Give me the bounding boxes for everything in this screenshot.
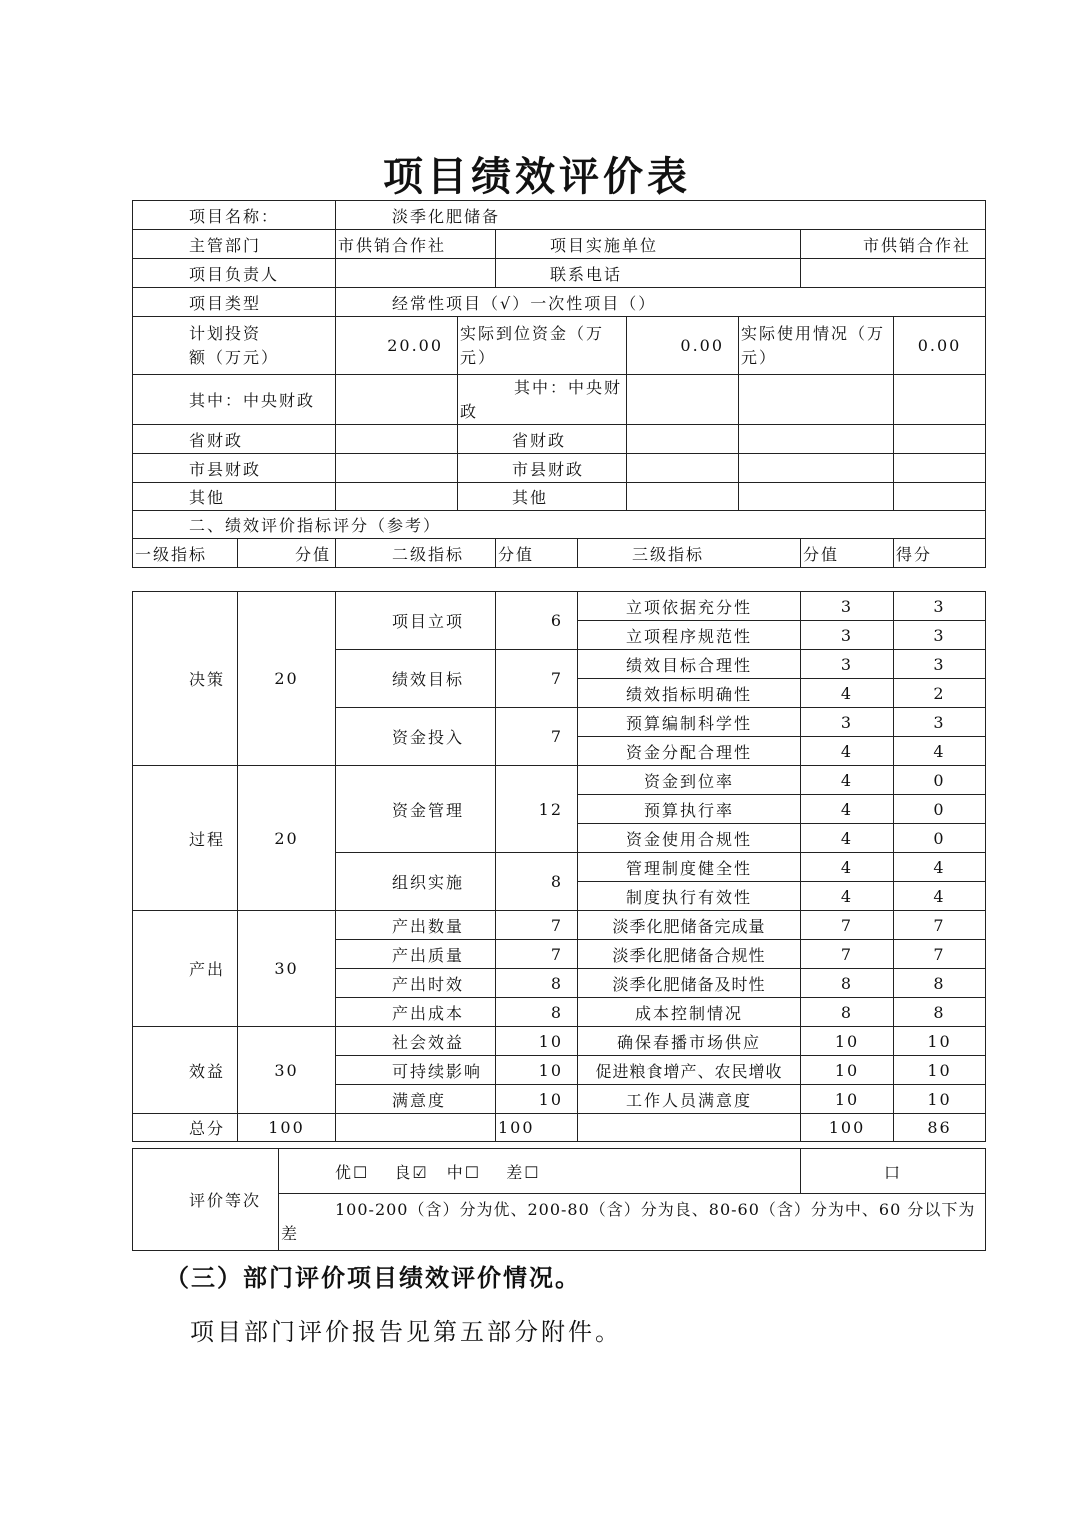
province-label: 省财政 [133, 425, 336, 454]
total-label: 总分 [133, 1114, 238, 1142]
type-label: 项目类型 [133, 288, 336, 317]
other-label-2: 其他 [458, 483, 627, 511]
level3-got: 3 [894, 650, 986, 679]
level2-name: 满意度 [336, 1085, 496, 1114]
header-level1: 一级指标 [133, 539, 238, 568]
level2-name: 产出数量 [336, 911, 496, 940]
level3-score: 8 [801, 998, 894, 1027]
level2-name: 产出成本 [336, 998, 496, 1027]
level3-got: 4 [894, 882, 986, 911]
leader-label: 项目负责人 [133, 259, 336, 288]
section-3-heading: （三）部门评价项目绩效评价情况。 [165, 1263, 581, 1292]
level3-name: 管理制度健全性 [578, 853, 801, 882]
grade-table [132, 1148, 986, 1251]
level3-name: 成本控制情况 [578, 998, 801, 1027]
table-row [133, 1027, 986, 1056]
level3-got: 3 [894, 708, 986, 737]
level2-score: 12 [496, 766, 578, 853]
level3-name: 绩效指标明确性 [578, 679, 801, 708]
level2-score: 8 [496, 853, 578, 911]
used-value: 0.00 [894, 317, 986, 375]
level2-name: 产出质量 [336, 940, 496, 969]
level3-score: 7 [801, 911, 894, 940]
level1-name: 效益 [133, 1027, 238, 1114]
central-label: 其中：中央财政 [133, 375, 336, 425]
level3-name: 淡季化肥储备合规性 [578, 940, 801, 969]
level3-got: 0 [894, 766, 986, 795]
level2-name: 资金投入 [336, 708, 496, 766]
level2-name: 项目立项 [336, 592, 496, 650]
level2-score: 7 [496, 940, 578, 969]
level3-score: 10 [801, 1085, 894, 1114]
used-label: 实际使用情况（万元） [739, 317, 894, 375]
central-label-2: 其中：中央财政 [458, 375, 627, 425]
level3-name: 确保春播市场供应 [578, 1027, 801, 1056]
phone-value [801, 259, 986, 288]
grade-rule: 100-200（含）分为优、200-80（含）分为良、80-60（含）分为中、60 分以下为差 [279, 1194, 986, 1251]
level3-score: 10 [801, 1027, 894, 1056]
level3-got: 4 [894, 737, 986, 766]
level2-score: 7 [496, 911, 578, 940]
level3-name: 淡季化肥储备完成量 [578, 911, 801, 940]
leader-value [336, 259, 496, 288]
level3-name: 促进粮食增产、农民增收 [578, 1056, 801, 1085]
level1-score: 30 [238, 911, 336, 1027]
level3-got: 10 [894, 1085, 986, 1114]
level3-name: 资金使用合规性 [578, 824, 801, 853]
header-score2: 分值 [496, 539, 578, 568]
level3-name: 资金到位率 [578, 766, 801, 795]
grade-extra: 口 [801, 1149, 986, 1194]
level3-score: 4 [801, 824, 894, 853]
level3-got: 8 [894, 969, 986, 998]
header-score1: 分值 [238, 539, 336, 568]
grade-options[interactable]: 优☐ 良☑ 中☐ 差☐ [279, 1149, 801, 1194]
level2-score: 10 [496, 1027, 578, 1056]
level3-got: 4 [894, 853, 986, 882]
total-row [133, 1114, 986, 1142]
section-title: 二、绩效评价指标评分（参考） [133, 511, 986, 539]
indicator-table [132, 591, 986, 1142]
level2-name: 资金管理 [336, 766, 496, 853]
actual-value: 0.00 [627, 317, 739, 375]
level3-got: 0 [894, 824, 986, 853]
level3-name: 预算编制科学性 [578, 708, 801, 737]
empty-cell [336, 1114, 496, 1142]
level2-score: 8 [496, 998, 578, 1027]
level3-name: 制度执行有效性 [578, 882, 801, 911]
plan-value: 20.00 [336, 317, 458, 375]
level3-score: 3 [801, 592, 894, 621]
total-got: 86 [894, 1114, 986, 1142]
impl-unit-label: 项目实施单位 [496, 230, 801, 259]
level2-name: 可持续影响 [336, 1056, 496, 1085]
level3-name: 立项依据充分性 [578, 592, 801, 621]
level1-score: 30 [238, 1027, 336, 1114]
empty-cell [578, 1114, 801, 1142]
level3-score: 3 [801, 708, 894, 737]
level3-score: 10 [801, 1056, 894, 1085]
level2-name: 组织实施 [336, 853, 496, 911]
total-score2: 100 [496, 1114, 578, 1142]
level2-score: 10 [496, 1085, 578, 1114]
level2-score: 8 [496, 969, 578, 998]
level3-got: 10 [894, 1027, 986, 1056]
level3-score: 4 [801, 882, 894, 911]
city-label: 市县财政 [133, 454, 336, 483]
level3-score: 4 [801, 737, 894, 766]
level3-name: 资金分配合理性 [578, 737, 801, 766]
city-label-2: 市县财政 [458, 454, 627, 483]
province-label-2: 省财政 [458, 425, 627, 454]
level3-got: 8 [894, 998, 986, 1027]
phone-label: 联系电话 [496, 259, 801, 288]
level2-name: 社会效益 [336, 1027, 496, 1056]
table-row [133, 592, 986, 621]
level2-score: 7 [496, 708, 578, 766]
level3-score: 3 [801, 621, 894, 650]
dept-label: 主管部门 [133, 230, 336, 259]
level2-name: 产出时效 [336, 969, 496, 998]
level3-got: 7 [894, 911, 986, 940]
level3-got: 3 [894, 592, 986, 621]
level3-name: 绩效目标合理性 [578, 650, 801, 679]
header-score3: 分值 [801, 539, 894, 568]
level3-got: 7 [894, 940, 986, 969]
total-score3: 100 [801, 1114, 894, 1142]
plan-label: 计划投资额（万元） [133, 317, 336, 375]
level3-got: 2 [894, 679, 986, 708]
level3-score: 4 [801, 795, 894, 824]
level3-got: 3 [894, 621, 986, 650]
level3-name: 淡季化肥储备及时性 [578, 969, 801, 998]
level2-score: 7 [496, 650, 578, 708]
type-value: 经常性项目（√）一次性项目（） [336, 288, 986, 317]
level3-score: 3 [801, 650, 894, 679]
page-title: 项目绩效评价表 [383, 153, 691, 200]
project-info-table [132, 200, 986, 568]
level3-score: 7 [801, 940, 894, 969]
project-name: 淡季化肥储备 [336, 201, 986, 230]
table-row [133, 766, 986, 795]
level3-score: 4 [801, 766, 894, 795]
level3-got: 10 [894, 1056, 986, 1085]
table-row [133, 911, 986, 940]
level2-score: 6 [496, 592, 578, 650]
level1-name: 产出 [133, 911, 238, 1027]
level3-name: 工作人员满意度 [578, 1085, 801, 1114]
other-label: 其他 [133, 483, 336, 511]
section-3-paragraph: 项目部门评价报告见第五部分附件。 [190, 1318, 622, 1346]
level3-score: 4 [801, 853, 894, 882]
grade-label: 评价等次 [133, 1149, 279, 1251]
level1-score: 20 [238, 592, 336, 766]
impl-unit-value: 市供销合作社 [801, 230, 986, 259]
level3-name: 预算执行率 [578, 795, 801, 824]
header-level3: 三级指标 [578, 539, 801, 568]
level1-name: 决策 [133, 592, 238, 766]
dept-value: 市供销合作社 [336, 230, 496, 259]
level3-name: 立项程序规范性 [578, 621, 801, 650]
total-score1: 100 [238, 1114, 336, 1142]
level1-score: 20 [238, 766, 336, 911]
level3-got: 0 [894, 795, 986, 824]
level3-score: 4 [801, 679, 894, 708]
header-got: 得分 [894, 539, 986, 568]
level2-score: 10 [496, 1056, 578, 1085]
level2-name: 绩效目标 [336, 650, 496, 708]
level1-name: 过程 [133, 766, 238, 911]
actual-label: 实际到位资金（万元） [458, 317, 627, 375]
header-level2: 二级指标 [336, 539, 496, 568]
level3-score: 8 [801, 969, 894, 998]
project-name-label: 项目名称： [133, 201, 336, 230]
